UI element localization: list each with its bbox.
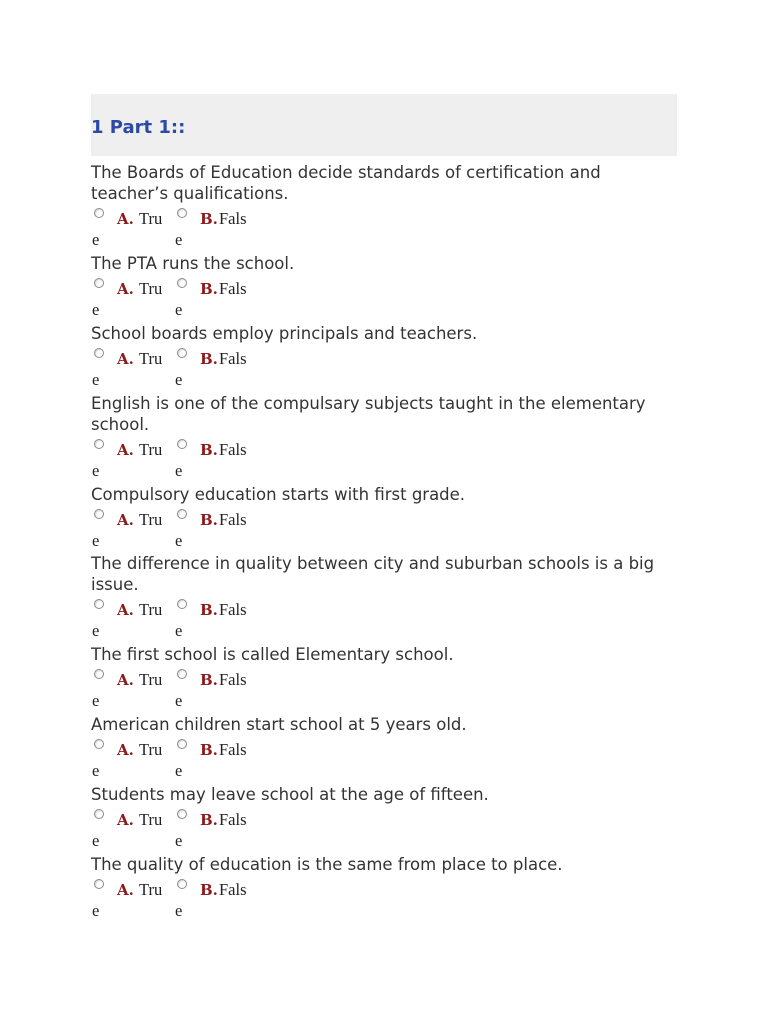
answer-options	[91, 505, 677, 556]
option-letter: B.	[200, 741, 218, 759]
radio-button[interactable]	[177, 599, 187, 609]
option-label: Fals	[219, 880, 247, 899]
option-letter: B.	[200, 210, 218, 228]
option-label-wrap: e	[175, 761, 183, 780]
option-label-wrap: e	[92, 461, 100, 480]
question-text: School boards employ principals and teachers.	[91, 324, 478, 343]
option-letter: A.	[117, 671, 134, 689]
option-letter: A.	[117, 280, 134, 298]
option-label-wrap: e	[92, 531, 100, 550]
question-text: The difference in quality between city and suburban schools is a big issue.	[91, 554, 655, 594]
option-letter: B.	[200, 280, 218, 298]
question-text: The first school is called Elementary school.	[91, 645, 454, 664]
option-label: Fals	[219, 810, 247, 829]
option-label-wrap: e	[92, 230, 100, 249]
radio-button[interactable]	[94, 599, 104, 609]
option-label: Tru	[139, 740, 163, 759]
option-label: Fals	[219, 740, 247, 759]
option-label-wrap: e	[175, 370, 183, 389]
radio-button[interactable]	[177, 278, 187, 288]
question	[91, 484, 677, 556]
part-title: 1 Part 1::	[91, 117, 186, 138]
radio-button[interactable]	[94, 879, 104, 889]
question	[91, 644, 677, 716]
option-letter: A.	[117, 350, 134, 368]
option-label-wrap: e	[175, 691, 183, 710]
part-header	[91, 94, 677, 156]
option-label: Tru	[139, 670, 163, 689]
option-label: Tru	[139, 349, 163, 368]
option-letter: A.	[117, 811, 134, 829]
question	[91, 854, 677, 926]
radio-button[interactable]	[94, 208, 104, 218]
option-label: Fals	[219, 600, 247, 619]
option-label-wrap: e	[175, 901, 183, 920]
question	[91, 714, 677, 786]
option-label-wrap: e	[92, 691, 100, 710]
option-label: Fals	[219, 349, 247, 368]
radio-button[interactable]	[177, 809, 187, 819]
question-text: English is one of the compulsary subjects taught in the elementary school.	[91, 394, 646, 434]
option-letter: B.	[200, 511, 218, 529]
option-letter: B.	[200, 441, 218, 459]
question-text: The PTA runs the school.	[91, 254, 295, 273]
radio-button[interactable]	[177, 739, 187, 749]
option-label: Fals	[219, 279, 247, 298]
question	[91, 253, 677, 325]
option-letter: B.	[200, 811, 218, 829]
question-text: The quality of education is the same from place to place.	[91, 855, 563, 874]
option-letter: B.	[200, 881, 218, 899]
radio-button[interactable]	[177, 348, 187, 358]
answer-options	[91, 204, 677, 255]
option-letter: A.	[117, 511, 134, 529]
option-label: Fals	[219, 510, 247, 529]
option-label-wrap: e	[92, 300, 100, 319]
question-text: Students may leave school at the age of fifteen.	[91, 785, 489, 804]
question	[91, 784, 677, 856]
option-letter: A.	[117, 881, 134, 899]
option-label-wrap: e	[175, 621, 183, 640]
option-label: Fals	[219, 209, 247, 228]
question	[91, 393, 677, 486]
answer-options	[91, 344, 677, 395]
option-label: Tru	[139, 810, 163, 829]
option-letter: A.	[117, 601, 134, 619]
answer-options	[91, 595, 677, 646]
option-letter: B.	[200, 671, 218, 689]
option-label-wrap: e	[175, 230, 183, 249]
radio-button[interactable]	[177, 509, 187, 519]
question-text: The Boards of Education decide standards of certification and teacher’s qualifications.	[91, 163, 601, 203]
question-text: Compulsory education starts with first grade.	[91, 485, 466, 504]
option-label-wrap: e	[92, 621, 100, 640]
option-label: Tru	[139, 209, 163, 228]
radio-button[interactable]	[177, 669, 187, 679]
option-letter: A.	[117, 210, 134, 228]
radio-button[interactable]	[94, 669, 104, 679]
answer-options	[91, 875, 677, 926]
answer-options	[91, 274, 677, 325]
question	[91, 162, 677, 255]
answer-options	[91, 735, 677, 786]
radio-button[interactable]	[177, 439, 187, 449]
option-label-wrap: e	[92, 831, 100, 850]
answer-options	[91, 805, 677, 856]
option-label-wrap: e	[175, 531, 183, 550]
option-label: Tru	[139, 510, 163, 529]
option-label: Tru	[139, 600, 163, 619]
option-letter: B.	[200, 601, 218, 619]
radio-button[interactable]	[177, 208, 187, 218]
option-label-wrap: e	[92, 901, 100, 920]
option-label: Tru	[139, 279, 163, 298]
option-label: Tru	[139, 440, 163, 459]
option-letter: A.	[117, 741, 134, 759]
option-label-wrap: e	[92, 370, 100, 389]
option-label-wrap: e	[92, 761, 100, 780]
option-label: Fals	[219, 440, 247, 459]
radio-button[interactable]	[94, 739, 104, 749]
option-label-wrap: e	[175, 300, 183, 319]
option-label: Fals	[219, 670, 247, 689]
question	[91, 553, 677, 646]
radio-button[interactable]	[94, 809, 104, 819]
radio-button[interactable]	[177, 879, 187, 889]
radio-button[interactable]	[94, 509, 104, 519]
option-letter: A.	[117, 441, 134, 459]
option-label: Tru	[139, 880, 163, 899]
answer-options	[91, 435, 677, 486]
option-label-wrap: e	[175, 831, 183, 850]
option-letter: B.	[200, 350, 218, 368]
question	[91, 323, 677, 395]
radio-button[interactable]	[94, 278, 104, 288]
question-text: American children start school at 5 years old.	[91, 715, 467, 734]
radio-button[interactable]	[94, 439, 104, 449]
answer-options	[91, 665, 677, 716]
option-label-wrap: e	[175, 461, 183, 480]
radio-button[interactable]	[94, 348, 104, 358]
